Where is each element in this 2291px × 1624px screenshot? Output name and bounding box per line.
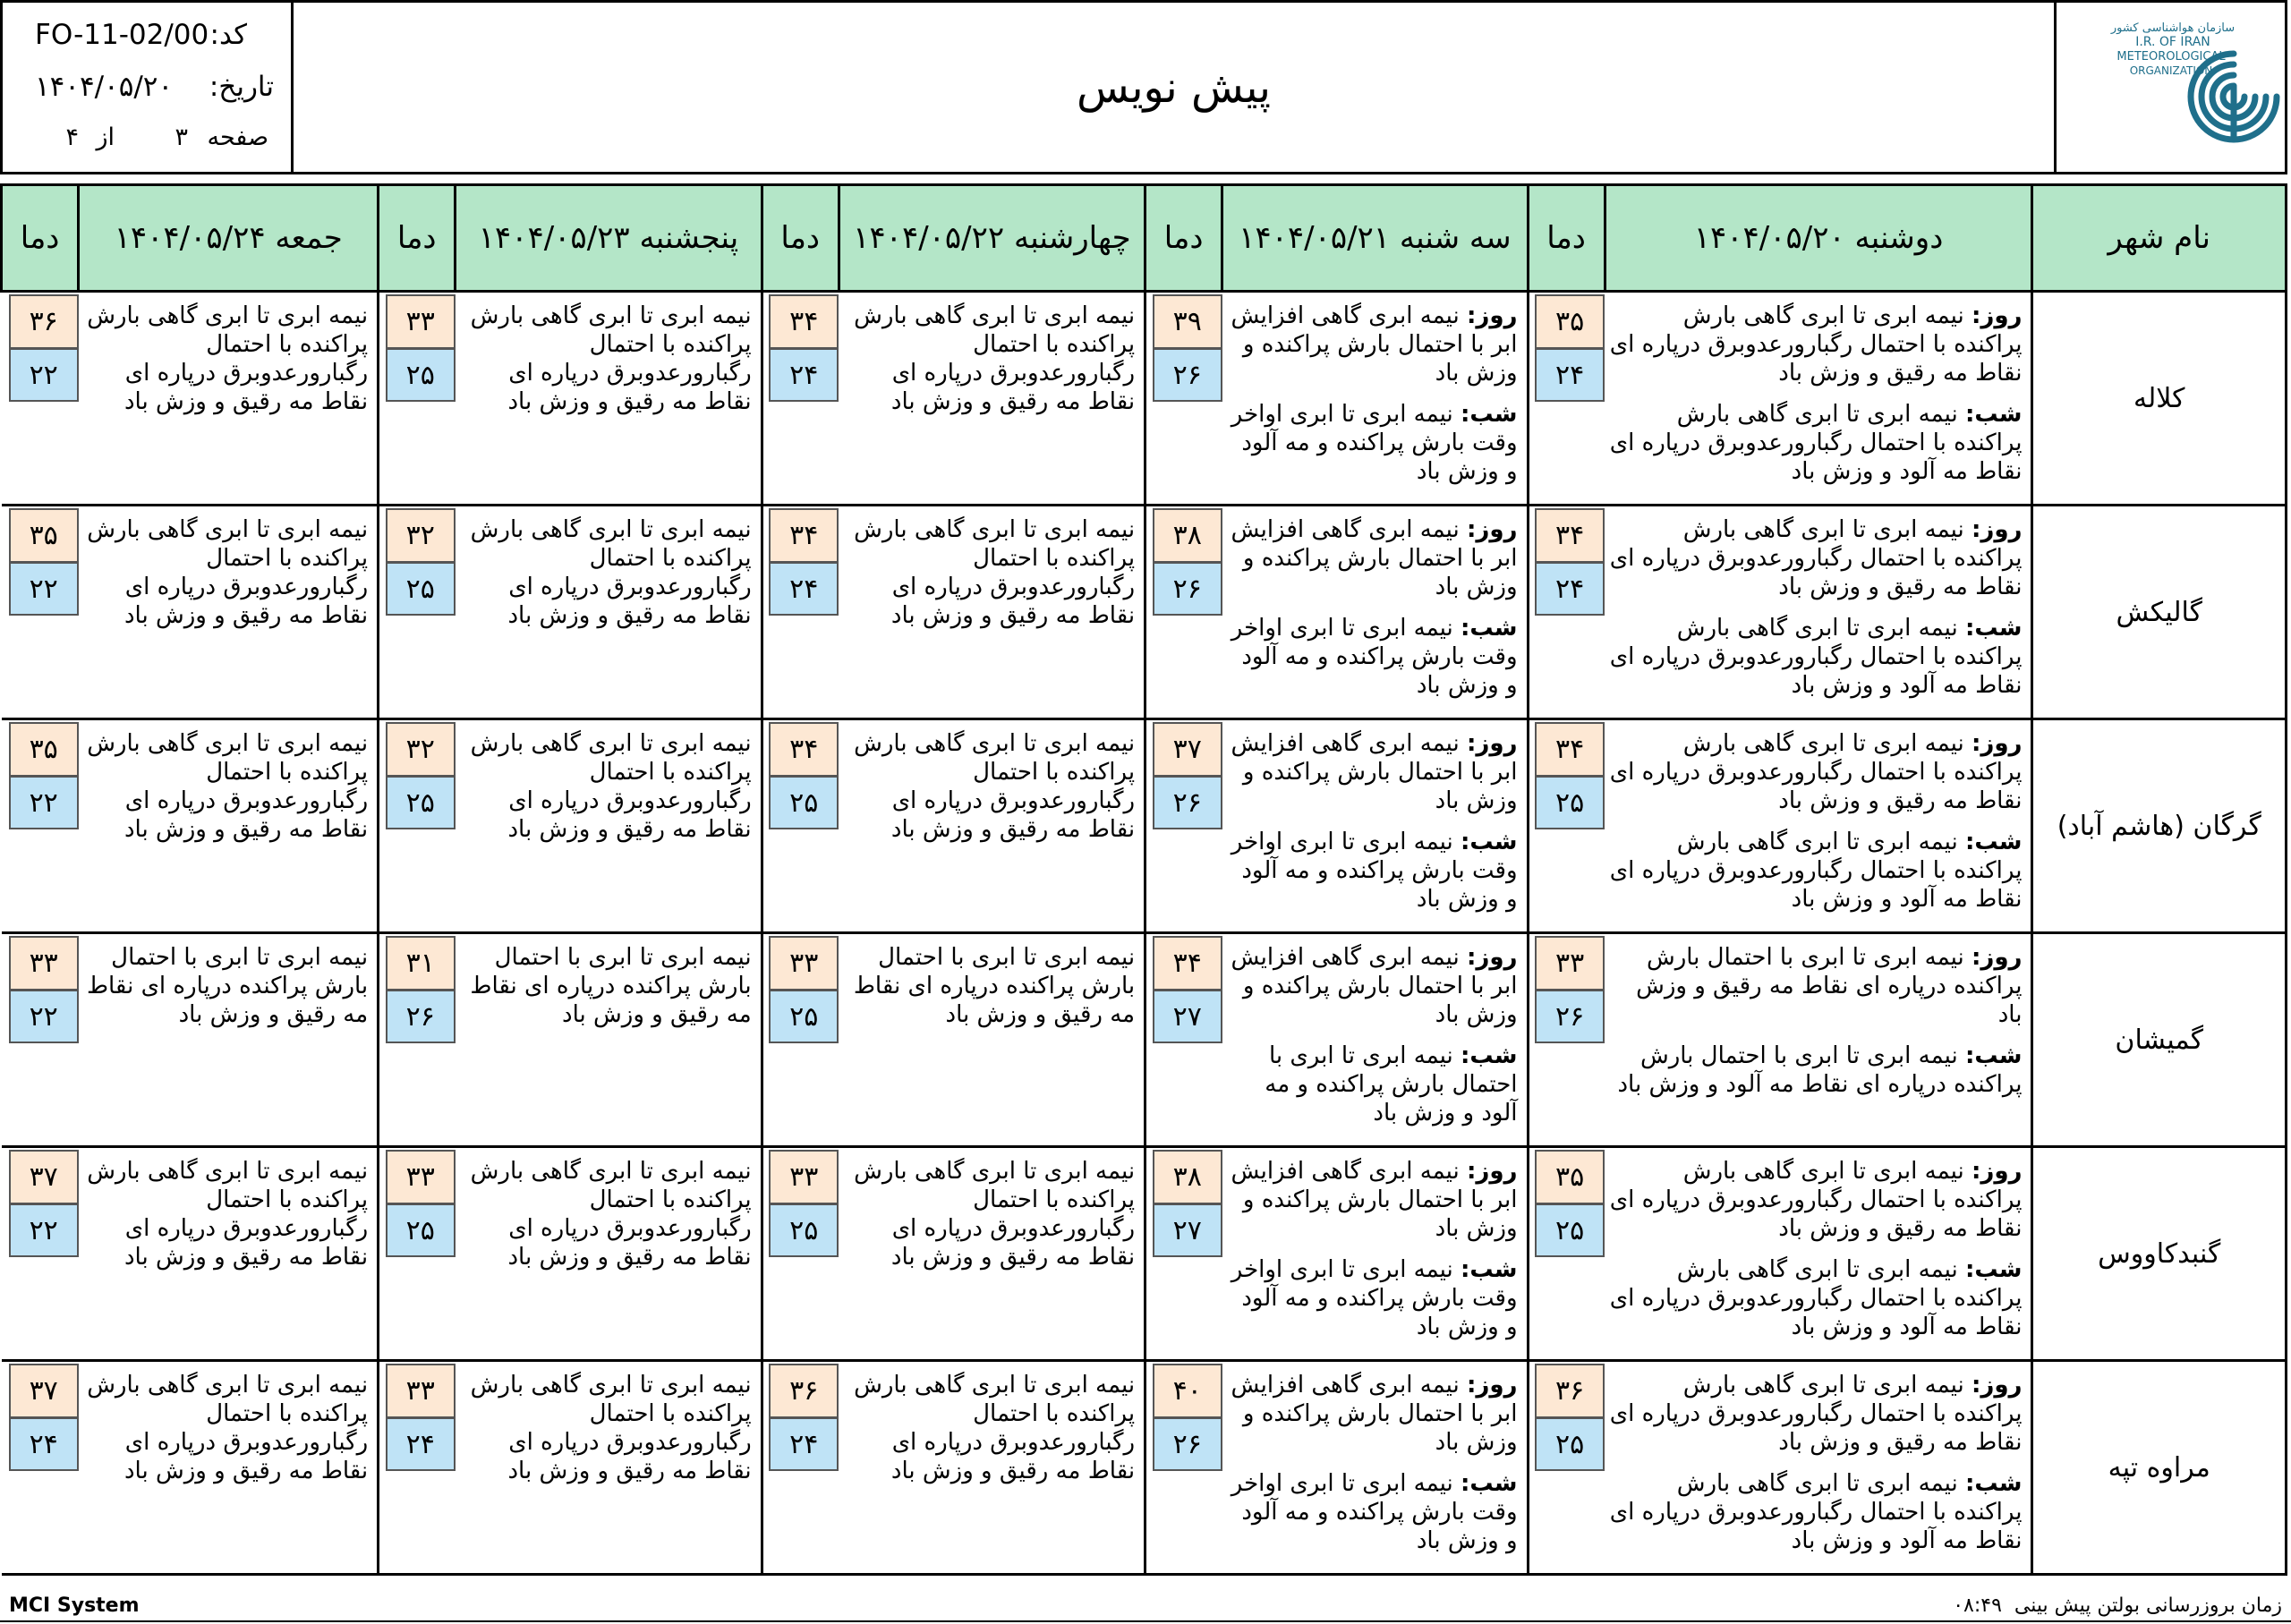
min-temp: ۲۶ bbox=[386, 990, 456, 1043]
day-label: روز: bbox=[1467, 1158, 1518, 1185]
day-text: نیمه ابری تا ابری گاهی بارش پراکنده با احتمال رگبارورعدوبرق درپاره ای نقاط مه رقیق و وزش باد bbox=[1609, 730, 2023, 814]
temp-cell bbox=[762, 506, 839, 719]
forecast-text: نیمه ابری تا ابری گاهی بارش پراکنده با احتمال رگبارورعدوبرق درپاره ای نقاط مه رقیق و وزش باد bbox=[87, 516, 369, 629]
night-forecast bbox=[1608, 1042, 2022, 1099]
max-temp: ۳۴ bbox=[1535, 722, 1605, 776]
forecast-text: نیمه ابری تا ابری گاهی بارش پراکنده با احتمال رگبارورعدوبرق درپاره ای نقاط مه رقیق و وزش باد bbox=[470, 302, 752, 415]
forecast-cell bbox=[79, 506, 379, 719]
night-label: شب: bbox=[1964, 1256, 2023, 1283]
table-row bbox=[2, 292, 2287, 506]
day-header-1: دوشنبه ۱۴۰۴/۰۵/۲۰ bbox=[1605, 185, 2032, 292]
forecast-cell bbox=[1222, 292, 1528, 506]
max-temp: ۳۳ bbox=[386, 1364, 456, 1417]
forecast-cell bbox=[839, 719, 1145, 933]
document-header bbox=[0, 0, 2287, 174]
forecast-text: نیمه ابری تا ابری گاهی بارش پراکنده با احتمال رگبارورعدوبرق درپاره ای نقاط مه رقیق و وزش باد bbox=[470, 516, 752, 629]
temp-cell bbox=[1146, 933, 1222, 1147]
min-temp: ۲۷ bbox=[1153, 1203, 1222, 1257]
max-temp: ۳۲ bbox=[386, 508, 456, 562]
day-label: روز: bbox=[1467, 516, 1518, 543]
update-label: زمان بروزرسانی بولتن پیش بینی bbox=[2014, 1594, 2282, 1617]
logo-text-en2: METEOROLOGICAL bbox=[2116, 50, 2226, 64]
min-temp: ۲۶ bbox=[1153, 1417, 1222, 1471]
system-name: MCI System bbox=[9, 1594, 140, 1617]
day-text: نیمه ابری گاهی افزایش ابر با احتمال بارش پراکنده و وزش باد bbox=[1231, 516, 1518, 600]
day-header-3: چهارشنبه ۱۴۰۴/۰۵/۲۲ bbox=[839, 185, 1145, 292]
forecast-cell bbox=[79, 933, 379, 1147]
temp-cell bbox=[1528, 1361, 1605, 1575]
forecast-cell bbox=[1222, 1147, 1528, 1361]
max-temp: ۳۳ bbox=[769, 1150, 839, 1203]
forecast-cell bbox=[1605, 292, 2032, 506]
temp-cell bbox=[2, 506, 79, 719]
min-temp: ۲۴ bbox=[769, 1417, 839, 1471]
night-forecast bbox=[1226, 614, 1518, 700]
temp-cell bbox=[379, 1147, 456, 1361]
day-label: روز: bbox=[1971, 730, 2023, 757]
temp-cell bbox=[2, 1147, 79, 1361]
night-text: نیمه ابری تا ابری اواخر وقت بارش پراکنده و مه آلود و وزش باد bbox=[1231, 615, 1518, 699]
min-temp: ۲۵ bbox=[386, 1203, 456, 1257]
table-row bbox=[2, 1147, 2287, 1361]
night-text: نیمه ابری تا ابری اواخر وقت بارش پراکنده و مه آلود و وزش باد bbox=[1231, 401, 1518, 485]
forecast-cell bbox=[456, 1147, 762, 1361]
night-forecast bbox=[1226, 1469, 1518, 1555]
max-temp: ۳۶ bbox=[9, 294, 79, 348]
max-temp: ۳۷ bbox=[9, 1150, 79, 1203]
forecast-text: نیمه ابری تا ابری با احتمال بارش پراکنده درپاره ای نقاط مه رقیق و وزش باد bbox=[853, 944, 1136, 1028]
min-temp: ۲۵ bbox=[386, 562, 456, 616]
temp-cell bbox=[379, 292, 456, 506]
day-forecast bbox=[1608, 302, 2022, 387]
day-forecast bbox=[1608, 943, 2022, 1029]
max-temp: ۳۲ bbox=[386, 722, 456, 776]
table-row bbox=[2, 933, 2287, 1147]
page-number: ۳ bbox=[175, 123, 188, 151]
day-forecast bbox=[1226, 729, 1518, 815]
temp-cell bbox=[1528, 1147, 1605, 1361]
day-text: نیمه ابری گاهی افزایش ابر با احتمال بارش پراکنده و وزش باد bbox=[1231, 302, 1518, 387]
table-row bbox=[2, 1361, 2287, 1575]
day-text: نیمه ابری گاهی افزایش ابر با احتمال بارش پراکنده و وزش باد bbox=[1231, 944, 1518, 1028]
max-temp: ۳۶ bbox=[769, 1364, 839, 1417]
day-text: نیمه ابری تا ابری گاهی بارش پراکنده با احتمال رگبارورعدوبرق درپاره ای نقاط مه رقیق و وزش باد bbox=[1609, 1158, 2023, 1242]
night-label: شب: bbox=[1964, 1470, 2023, 1497]
page-label: صفحه bbox=[207, 123, 268, 151]
temp-header-2: دما bbox=[1146, 185, 1222, 292]
night-label: شب: bbox=[1461, 1256, 1518, 1283]
max-temp: ۳۴ bbox=[1535, 508, 1605, 562]
max-temp: ۳۷ bbox=[1153, 722, 1222, 776]
day-label: روز: bbox=[1971, 516, 2023, 543]
day-label: روز: bbox=[1971, 1372, 2023, 1399]
night-forecast bbox=[1226, 400, 1518, 486]
min-temp: ۲۵ bbox=[386, 776, 456, 829]
max-temp: ۳۵ bbox=[9, 722, 79, 776]
min-temp: ۲۵ bbox=[769, 990, 839, 1043]
day-forecast bbox=[1226, 302, 1518, 387]
forecast-cell bbox=[1605, 1147, 2032, 1361]
max-temp: ۳۸ bbox=[1153, 508, 1222, 562]
forecast-text: نیمه ابری تا ابری گاهی بارش پراکنده با احتمال رگبارورعدوبرق درپاره ای نقاط مه رقیق و وزش باد bbox=[854, 1158, 1136, 1271]
max-temp: ۳۳ bbox=[9, 936, 79, 990]
min-temp: ۲۲ bbox=[9, 348, 79, 402]
logo-text-fa: سازمان هواشناسی کشور bbox=[2110, 21, 2236, 35]
day-label: روز: bbox=[1467, 944, 1518, 971]
temp-cell bbox=[1528, 506, 1605, 719]
min-temp: ۲۶ bbox=[1535, 990, 1605, 1043]
page-footer bbox=[0, 1594, 2291, 1624]
min-temp: ۲۴ bbox=[769, 348, 839, 402]
temp-header-5: دما bbox=[2, 185, 79, 292]
temp-cell bbox=[1146, 292, 1222, 506]
day-text: نیمه ابری گاهی افزایش ابر با احتمال بارش پراکنده و وزش باد bbox=[1231, 1158, 1518, 1242]
max-temp: ۳۴ bbox=[769, 508, 839, 562]
night-forecast bbox=[1608, 614, 2022, 700]
forecast-text: نیمه ابری تا ابری گاهی بارش پراکنده با احتمال رگبارورعدوبرق درپاره ای نقاط مه رقیق و وزش باد bbox=[854, 516, 1136, 629]
forecast-text: نیمه ابری تا ابری گاهی بارش پراکنده با احتمال رگبارورعدوبرق درپاره ای نقاط مه رقیق و وزش باد bbox=[87, 302, 369, 415]
update-time-value: ۰۸:۴۹ bbox=[1953, 1594, 2002, 1617]
day-forecast bbox=[1608, 515, 2022, 601]
night-text: نیمه ابری تا ابری با احتمال بارش پراکنده درپاره ای نقاط مه آلود و وزش باد bbox=[1617, 1042, 2023, 1098]
max-temp: ۳۳ bbox=[769, 936, 839, 990]
forecast-cell bbox=[1222, 506, 1528, 719]
min-temp: ۲۲ bbox=[9, 1203, 79, 1257]
min-temp: ۲۲ bbox=[9, 990, 79, 1043]
temp-header-3: دما bbox=[762, 185, 839, 292]
temp-header-1: دما bbox=[1528, 185, 1605, 292]
table-row bbox=[2, 506, 2287, 719]
max-temp: ۴۰ bbox=[1153, 1364, 1222, 1417]
night-label: شب: bbox=[1964, 401, 2023, 428]
city-header: نام شهر bbox=[2032, 185, 2287, 292]
code-label: کد: bbox=[209, 19, 247, 51]
day-text: نیمه ابری گاهی افزایش ابر با احتمال بارش پراکنده و وزش باد bbox=[1231, 730, 1518, 814]
temp-cell bbox=[1146, 1147, 1222, 1361]
max-temp: ۳۳ bbox=[1535, 936, 1605, 990]
forecast-text: نیمه ابری تا ابری گاهی بارش پراکنده با احتمال رگبارورعدوبرق درپاره ای نقاط مه رقیق و وزش باد bbox=[87, 730, 369, 843]
temp-cell bbox=[379, 1361, 456, 1575]
day-forecast bbox=[1608, 729, 2022, 815]
min-temp: ۲۴ bbox=[769, 562, 839, 616]
max-temp: ۳۴ bbox=[769, 294, 839, 348]
temp-cell bbox=[1528, 719, 1605, 933]
forecast-cell bbox=[1605, 719, 2032, 933]
max-temp: ۳۸ bbox=[1153, 1150, 1222, 1203]
day-text: نیمه ابری تا ابری با احتمال بارش پراکنده درپاره ای نقاط مه رقیق و وزش باد bbox=[1636, 944, 2023, 1028]
day-header-2: سه شنبه ۱۴۰۴/۰۵/۲۱ bbox=[1222, 185, 1528, 292]
temp-cell bbox=[2, 1361, 79, 1575]
min-temp: ۲۶ bbox=[1153, 562, 1222, 616]
day-forecast bbox=[1226, 943, 1518, 1029]
date-row bbox=[3, 71, 294, 115]
org-logo bbox=[2054, 3, 2285, 172]
min-temp: ۲۲ bbox=[9, 562, 79, 616]
min-temp: ۲۵ bbox=[1535, 1203, 1605, 1257]
temp-cell bbox=[762, 719, 839, 933]
forecast-text: نیمه ابری تا ابری گاهی بارش پراکنده با احتمال رگبارورعدوبرق درپاره ای نقاط مه رقیق و وزش باد bbox=[470, 1372, 752, 1484]
temp-header-4: دما bbox=[379, 185, 456, 292]
min-temp: ۲۴ bbox=[1535, 562, 1605, 616]
night-label: شب: bbox=[1964, 615, 2023, 642]
header-meta bbox=[3, 3, 294, 172]
min-temp: ۲۵ bbox=[1535, 776, 1605, 829]
min-temp: ۲۵ bbox=[769, 1203, 839, 1257]
max-temp: ۳۵ bbox=[1535, 1150, 1605, 1203]
temp-cell bbox=[379, 719, 456, 933]
forecast-text: نیمه ابری تا ابری گاهی بارش پراکنده با احتمال رگبارورعدوبرق درپاره ای نقاط مه رقیق و وزش باد bbox=[470, 1158, 752, 1271]
temp-cell bbox=[379, 933, 456, 1147]
table-header-row bbox=[2, 185, 2287, 292]
forecast-cell bbox=[79, 292, 379, 506]
forecast-cell bbox=[839, 506, 1145, 719]
forecast-cell bbox=[839, 292, 1145, 506]
night-text: نیمه ابری تا ابری اواخر وقت بارش پراکنده و مه آلود و وزش باد bbox=[1231, 829, 1518, 913]
min-temp: ۲۴ bbox=[386, 1417, 456, 1471]
night-text: نیمه ابری تا ابری با احتمال بارش پراکنده و مه آلود و وزش باد bbox=[1265, 1042, 1518, 1127]
night-label: شب: bbox=[1964, 829, 2023, 855]
day-forecast bbox=[1608, 1371, 2022, 1457]
page-row bbox=[3, 123, 294, 168]
day-forecast bbox=[1226, 1157, 1518, 1243]
update-time bbox=[1953, 1594, 2282, 1617]
code-row bbox=[3, 19, 294, 64]
temp-cell bbox=[1146, 1361, 1222, 1575]
max-temp: ۳۴ bbox=[1153, 936, 1222, 990]
night-text: نیمه ابری تا ابری گاهی بارش پراکنده با احتمال رگبارورعدوبرق درپاره ای نقاط مه آلود و وزش باد bbox=[1609, 1256, 2023, 1340]
forecast-cell bbox=[456, 719, 762, 933]
day-label: روز: bbox=[1971, 302, 2023, 329]
forecast-cell bbox=[79, 1147, 379, 1361]
day-label: روز: bbox=[1467, 1372, 1518, 1399]
forecast-text: نیمه ابری تا ابری گاهی بارش پراکنده با احتمال رگبارورعدوبرق درپاره ای نقاط مه رقیق و وزش باد bbox=[854, 302, 1136, 415]
forecast-cell bbox=[1222, 719, 1528, 933]
temp-cell bbox=[762, 1147, 839, 1361]
night-label: شب: bbox=[1461, 401, 1518, 428]
night-text: نیمه ابری تا ابری اواخر وقت بارش پراکنده و مه آلود و وزش باد bbox=[1231, 1470, 1518, 1554]
temp-cell bbox=[1528, 292, 1605, 506]
forecast-text: نیمه ابری تا ابری گاهی بارش پراکنده با احتمال رگبارورعدوبرق درپاره ای نقاط مه رقیق و وزش باد bbox=[470, 730, 752, 843]
city-name: گرگان (هاشم آباد) bbox=[2032, 719, 2287, 933]
min-temp: ۲۵ bbox=[386, 348, 456, 402]
forecast-text: نیمه ابری تا ابری با احتمال بارش پراکنده درپاره ای نقاط مه رقیق و وزش باد bbox=[86, 944, 369, 1028]
temp-cell bbox=[762, 933, 839, 1147]
night-label: شب: bbox=[1461, 829, 1518, 855]
min-temp: ۲۴ bbox=[9, 1417, 79, 1471]
forecast-cell bbox=[79, 719, 379, 933]
temp-cell bbox=[379, 506, 456, 719]
forecast-cell bbox=[456, 1361, 762, 1575]
temp-cell bbox=[762, 1361, 839, 1575]
temp-cell bbox=[1528, 933, 1605, 1147]
min-temp: ۲۶ bbox=[1153, 348, 1222, 402]
night-text: نیمه ابری تا ابری اواخر وقت بارش پراکنده و مه آلود و وزش باد bbox=[1231, 1256, 1518, 1340]
forecast-text: نیمه ابری تا ابری گاهی بارش پراکنده با احتمال رگبارورعدوبرق درپاره ای نقاط مه رقیق و وزش باد bbox=[87, 1372, 369, 1484]
max-temp: ۳۴ bbox=[769, 722, 839, 776]
city-name: کلاله bbox=[2032, 292, 2287, 506]
day-header-4: پنجشنبه ۱۴۰۴/۰۵/۲۳ bbox=[456, 185, 762, 292]
page-of-label: از bbox=[96, 123, 115, 151]
max-temp: ۳۵ bbox=[9, 508, 79, 562]
page-total: ۴ bbox=[65, 123, 79, 151]
forecast-cell bbox=[1605, 506, 2032, 719]
temp-cell bbox=[2, 933, 79, 1147]
city-name: مراوه تپه bbox=[2032, 1361, 2287, 1575]
night-label: شب: bbox=[1964, 1042, 2023, 1069]
forecast-cell bbox=[1222, 1361, 1528, 1575]
max-temp: ۳۱ bbox=[386, 936, 456, 990]
day-text: نیمه ابری گاهی افزایش ابر با احتمال بارش پراکنده و وزش باد bbox=[1231, 1372, 1518, 1456]
forecast-cell bbox=[839, 1361, 1145, 1575]
max-temp: ۳۶ bbox=[1535, 1364, 1605, 1417]
max-temp: ۳۷ bbox=[9, 1364, 79, 1417]
day-label: روز: bbox=[1971, 1158, 2023, 1185]
forecast-cell bbox=[456, 933, 762, 1147]
day-forecast bbox=[1226, 1371, 1518, 1457]
max-temp: ۳۳ bbox=[386, 1150, 456, 1203]
day-text: نیمه ابری تا ابری گاهی بارش پراکنده با احتمال رگبارورعدوبرق درپاره ای نقاط مه رقیق و وزش باد bbox=[1609, 302, 2023, 387]
night-text: نیمه ابری تا ابری گاهی بارش پراکنده با احتمال رگبارورعدوبرق درپاره ای نقاط مه آلود و وزش باد bbox=[1609, 401, 2023, 485]
date-value: ۱۴۰۴/۰۵/۲۰ bbox=[35, 71, 174, 103]
forecast-cell bbox=[1605, 933, 2032, 1147]
min-temp: ۲۷ bbox=[1153, 990, 1222, 1043]
day-label: روز: bbox=[1467, 302, 1518, 329]
night-forecast bbox=[1226, 1255, 1518, 1341]
table-row bbox=[2, 719, 2287, 933]
day-forecast bbox=[1608, 1157, 2022, 1243]
max-temp: ۳۹ bbox=[1153, 294, 1222, 348]
temp-cell bbox=[2, 292, 79, 506]
date-label: تاریخ: bbox=[209, 71, 274, 103]
night-text: نیمه ابری تا ابری گاهی بارش پراکنده با احتمال رگبارورعدوبرق درپاره ای نقاط مه آلود و وزش باد bbox=[1609, 615, 2023, 699]
max-temp: ۳۵ bbox=[1535, 294, 1605, 348]
night-forecast bbox=[1608, 1469, 2022, 1555]
forecast-text: نیمه ابری تا ابری گاهی بارش پراکنده با احتمال رگبارورعدوبرق درپاره ای نقاط مه رقیق و وزش باد bbox=[854, 1372, 1136, 1484]
footer-divider bbox=[0, 1620, 2291, 1622]
temp-cell bbox=[1146, 719, 1222, 933]
temp-cell bbox=[1146, 506, 1222, 719]
temp-cell bbox=[2, 719, 79, 933]
city-name: گنبدکاووس bbox=[2032, 1147, 2287, 1361]
day-header-5: جمعه ۱۴۰۴/۰۵/۲۴ bbox=[79, 185, 379, 292]
max-temp: ۳۳ bbox=[386, 294, 456, 348]
forecast-cell bbox=[456, 292, 762, 506]
logo-text-en3: ORGANIZATION bbox=[2129, 64, 2213, 77]
day-text: نیمه ابری تا ابری گاهی بارش پراکنده با احتمال رگبارورعدوبرق درپاره ای نقاط مه رقیق و وزش باد bbox=[1609, 1372, 2023, 1456]
forecast-text: نیمه ابری تا ابری گاهی بارش پراکنده با احتمال رگبارورعدوبرق درپاره ای نقاط مه رقیق و وزش باد bbox=[87, 1158, 369, 1271]
page-title: پیش نویس bbox=[1077, 62, 1272, 113]
night-label: شب: bbox=[1461, 1470, 1518, 1497]
forecast-text: نیمه ابری تا ابری با احتمال بارش پراکنده درپاره ای نقاط مه رقیق و وزش باد bbox=[470, 944, 752, 1028]
night-text: نیمه ابری تا ابری گاهی بارش پراکنده با احتمال رگبارورعدوبرق درپاره ای نقاط مه آلود و وزش باد bbox=[1609, 829, 2023, 913]
city-name: گمیشان bbox=[2032, 933, 2287, 1147]
forecast-text: نیمه ابری تا ابری گاهی بارش پراکنده با احتمال رگبارورعدوبرق درپاره ای نقاط مه رقیق و وزش باد bbox=[854, 730, 1136, 843]
min-temp: ۲۴ bbox=[1535, 348, 1605, 402]
day-forecast bbox=[1226, 515, 1518, 601]
min-temp: ۲۵ bbox=[769, 776, 839, 829]
min-temp: ۲۲ bbox=[9, 776, 79, 829]
logo-text-en1: I.R. OF IRAN bbox=[2135, 35, 2210, 49]
forecast-cell bbox=[839, 933, 1145, 1147]
city-name: گالیکش bbox=[2032, 506, 2287, 719]
night-forecast bbox=[1608, 828, 2022, 914]
night-forecast bbox=[1226, 1042, 1518, 1127]
forecast-table bbox=[0, 183, 2287, 1576]
org-logo-icon bbox=[2057, 3, 2285, 173]
night-label: شب: bbox=[1461, 615, 1518, 642]
forecast-cell bbox=[79, 1361, 379, 1575]
temp-cell bbox=[762, 292, 839, 506]
night-forecast bbox=[1608, 400, 2022, 486]
day-label: روز: bbox=[1467, 730, 1518, 757]
night-forecast bbox=[1608, 1255, 2022, 1341]
day-label: روز: bbox=[1971, 944, 2023, 971]
min-temp: ۲۵ bbox=[1535, 1417, 1605, 1471]
night-forecast bbox=[1226, 828, 1518, 914]
forecast-cell bbox=[1222, 933, 1528, 1147]
forecast-cell bbox=[456, 506, 762, 719]
forecast-body bbox=[2, 292, 2287, 1575]
day-text: نیمه ابری تا ابری گاهی بارش پراکنده با احتمال رگبارورعدوبرق درپاره ای نقاط مه رقیق و وزش باد bbox=[1609, 516, 2023, 600]
night-label: شب: bbox=[1461, 1042, 1518, 1069]
code-value: FO-11-02/00 bbox=[35, 19, 209, 51]
night-text: نیمه ابری تا ابری گاهی بارش پراکنده با احتمال رگبارورعدوبرق درپاره ای نقاط مه آلود و وزش باد bbox=[1609, 1470, 2023, 1554]
forecast-cell bbox=[1605, 1361, 2032, 1575]
forecast-cell bbox=[839, 1147, 1145, 1361]
min-temp: ۲۶ bbox=[1153, 776, 1222, 829]
